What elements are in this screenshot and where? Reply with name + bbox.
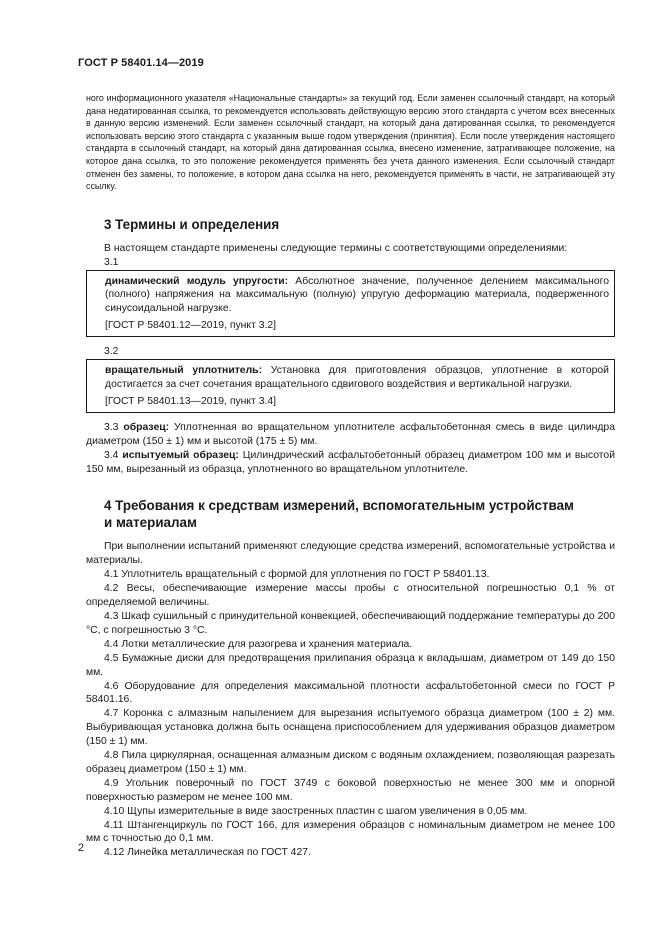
term-3-4-text: Цилиндрический асфальтобетонный образец диаметром 100 мм и высотой 150 мм, вырезанный из образца, уплотненного во вращательном уплотнителе. [86,449,615,475]
term-3-3-text: Уплотненная во вращательном уплотнителе асфальтобетонная смесь в виде цилиндра диаметром (150 ± 1) мм и высотой (175 ± 5) мм. [86,421,615,447]
term-3-4-number: 3.4 [104,449,119,461]
term-3-2-text: Установка для приготовления образцов, уплотнение в которой достигается за счет сочетания вращательного сдвигового воздействия и вертикальной нагрузки. [105,365,609,390]
item-4-12: 4.12 Линейка металлическая по ГОСТ 427. [104,847,311,859]
references-note-paragraph: ного информационного указателя «Национальные стандарты» за текущий год. Если заменен ссылочный стандарт, на который дана недатированная ссылка, то рекомендуется использовать действующую версию этого стандарта с учетом всех внесенных в данную версию изменений. Если заменен ссылочный стандарт, на который дана датированная ссылка, то рекомендуется использовать версию этого стандарта с указанным выше годом утверждения (принятия). Если после утверждения настоящего стандарта в ссылочный стандарт, на который дана датированная ссылка, внесено изменение, затрагивающее положение, на которое дана ссылка, то это положение рекомендуется применять без учета данного изменения. Если ссылочный стандарт отменен без замены, то положение, в котором дана ссылка на него, рекомендуется применять в части, не затрагивающей эту ссылку. [86,93,615,192]
item-4-5: 4.5 Бумажные диски для предотвращения прилипания образца к вкладышам, диаметром от 149 до 150 мм. [86,652,615,678]
page-number: 2 [78,842,85,854]
term-3-3-number: 3.3 [104,421,119,433]
section-4-title [86,497,615,531]
page-body [86,92,615,860]
item-4-6: 4.6 Оборудование для определения максимальной плотности асфальтобетонной смеси по ГОСТ Р 58401.16. [86,680,615,706]
term-3-1-box [86,270,615,338]
term-3-1-number: 3.1 [104,256,119,268]
section-4-title-line-1: 4 Требования к средствам измерений, вспомогательным устройствам [104,498,574,514]
term-3-2-definition [105,364,609,392]
term-3-3-term: образец: [123,421,170,433]
document-code-header: ГОСТ Р 58401.14—2019 [78,57,204,69]
item-4-7: 4.7 Коронка с алмазным напылением для вырезания испытуемого образца диаметром (100 ± 2) мм. Выбуривающая установка должна быть оснащена приспособлением для удерживания образцов диаметром (150 ± 1) мм. [86,708,615,748]
section-3-intro: В настоящем стандарте применены следующие термины с соответствующими определениями: [104,242,568,254]
term-3-1-reference: [ГОСТ Р 58401.12—2019, пункт 3.2] [105,320,277,332]
term-3-2-box [86,359,615,413]
term-3-1-definition [105,275,609,317]
item-4-1: 4.1 Уплотнитель вращательный с формой для уплотнения по ГОСТ Р 58401.13. [104,569,490,581]
item-4-8: 4.8 Пила циркулярная, оснащенная алмазным диском с водяным охлаждением, позволяющая разрезать образец диаметром (150 ± 1) мм. [86,750,615,775]
item-4-4: 4.4 Лотки металлические для разогрева и хранения материала. [104,638,413,650]
item-4-11: 4.11 Штангенциркуль по ГОСТ 166, для измерения образцов с номинальным диаметром не менее 100 мм с точностью до 0,1 мм. [86,819,615,845]
term-3-2-reference: [ГОСТ Р 58401.13—2019, пункт 3.4] [105,395,277,407]
term-3-4 [86,449,615,477]
section-3-title: 3 Термины и определения [104,216,280,232]
item-4-3: 4.3 Шкаф сушильный с принудительной конвекцией, обеспечивающий поддержание температуры до 200 °С, с погрешностью 3 °С. [86,610,615,636]
section-4-intro: При выполнении испытаний применяют следующие средства измерений, вспомогательные устройства и материалы. [86,541,615,567]
term-3-2-number: 3.2 [104,346,119,358]
term-3-3 [86,421,615,449]
term-3-4-term: испытуемый образец: [122,449,239,461]
term-3-1-text: Абсолютное значение, полученное делением максимального (полного) напряжения на максимальную (полную) упругую деформацию материала, подверженного синусоидальной нагрузке. [105,275,609,315]
term-3-2-term: вращательный уплотнитель: [105,365,263,377]
section-4-title-line-2: и материалам [104,515,197,531]
term-3-1-term: динамический модуль упругости: [105,275,289,287]
item-4-10: 4.10 Щупы измерительные в виде заостренных пластин с шагом увеличения в 0,05 мм. [104,805,528,817]
item-4-2: 4.2 Весы, обеспечивающие измерение массы пробы с относительной погрешностью 0,1 % от определяемой величины. [86,583,615,609]
item-4-9: 4.9 Угольник поверочный по ГОСТ 3749 с боковой поверхностью не менее 300 мм и опорной поверхностью размером не менее 100 мм. [86,777,615,803]
